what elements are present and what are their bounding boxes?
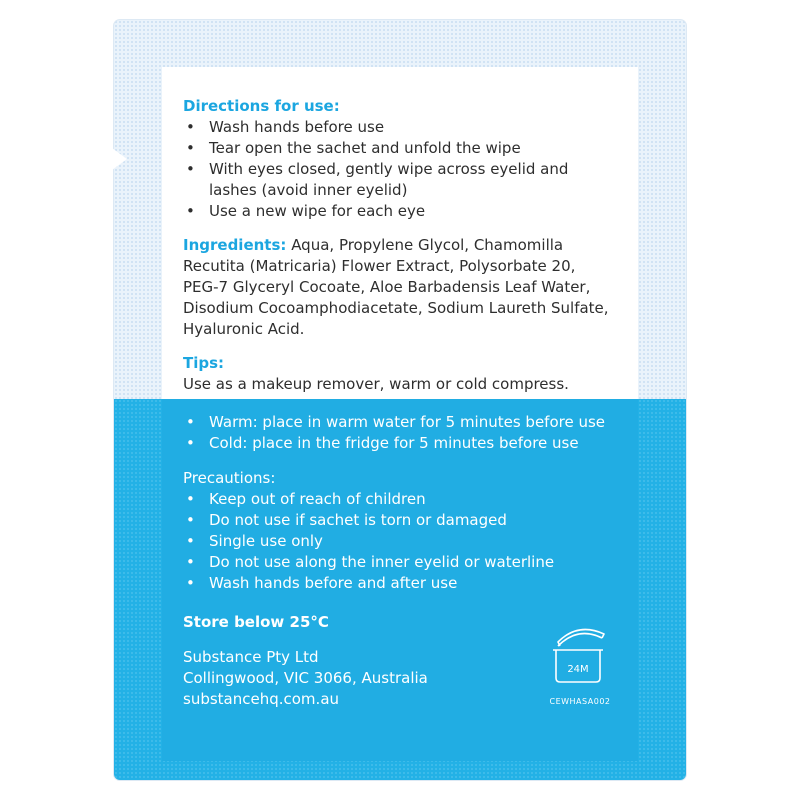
tip-text: place in warm water for 5 minutes before use: [262, 413, 606, 431]
directions-section: [183, 96, 623, 222]
tear-notch: [112, 148, 127, 170]
company-name: Substance Pty Ltd: [183, 648, 319, 666]
list-item: • Tear open the sachet and unfold the wipe: [183, 138, 623, 159]
directions-heading: Directions for use:: [183, 97, 340, 115]
precautions-heading: Precautions:: [183, 469, 276, 487]
storage-instruction: Store below 25°C: [183, 613, 329, 631]
list-item: • With eyes closed, gently wipe across eyelid and lashes (avoid inner eyelid): [183, 159, 579, 201]
list-item: • Use a new wipe for each eye: [183, 201, 623, 222]
ingredients-heading: Ingredients:: [183, 236, 287, 254]
list-item: • Do not use if sachet is torn or damaged: [183, 510, 623, 531]
list-item: • Single use only: [183, 531, 623, 552]
company-address: Collingwood, VIC 3066, Australia: [183, 669, 428, 687]
directions-list: [183, 117, 623, 222]
list-item: • Keep out of reach of children: [183, 489, 623, 510]
tips-heading: Tips:: [183, 354, 225, 372]
tips-list: [183, 412, 623, 454]
list-item: • Wash hands before and after use: [183, 573, 623, 594]
list-item: • Do not use along the inner eyelid or waterline: [183, 552, 623, 573]
ingredients-text: Aqua, Propylene Glycol, Chamomilla Recutita (Matricaria) Flower Extract, Polysorbate 20, PEG-7 Glyceryl Cocoate, Aloe Barbadensis Leaf Water, Disodium Cocoamphodiacetate, Sodium Laureth Sulfate, Hyaluronic Acid.: [183, 236, 609, 338]
list-item: • Wash hands before use: [183, 117, 623, 138]
tips-section: [183, 353, 623, 395]
product-code: CEWHASA002: [549, 697, 611, 706]
company-website: substancehq.com.au: [183, 690, 340, 708]
tip-lead: Cold:: [209, 434, 248, 452]
precautions-list: [183, 489, 623, 594]
pao-label: 24M: [567, 664, 589, 675]
tip-lead: Warm:: [209, 413, 258, 431]
tips-text: Use as a makeup remover, warm or cold compress.: [183, 375, 569, 393]
tip-text: place in the fridge for 5 minutes before use: [252, 434, 579, 452]
list-item: [183, 433, 623, 454]
ingredients-section: [183, 235, 609, 340]
list-item: [183, 412, 623, 433]
open-jar-icon: [548, 628, 608, 686]
label-upper-content: [183, 96, 623, 408]
